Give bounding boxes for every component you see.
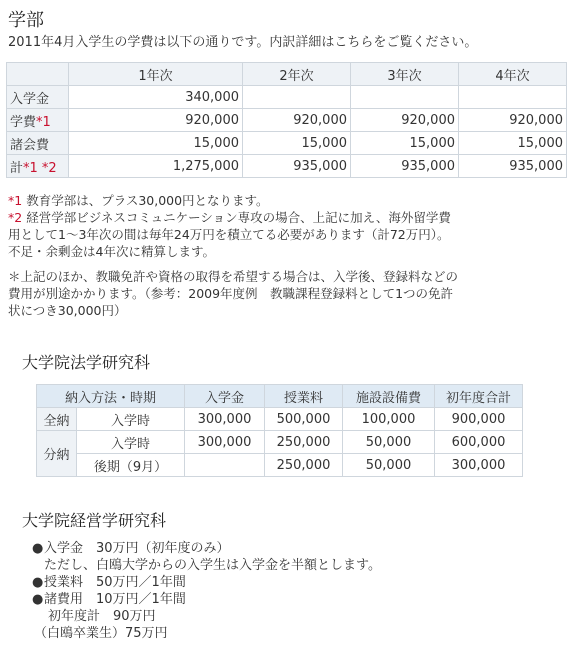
bullet-icon: ● [32, 592, 44, 607]
timing-cell: 入学時 [77, 431, 185, 454]
cell: 340,000 [69, 86, 243, 109]
law-fee-table [36, 384, 523, 477]
cell [351, 86, 459, 109]
cell: 500,000 [265, 408, 343, 431]
cell: 920,000 [243, 109, 351, 132]
undergrad-fee-table [6, 62, 567, 178]
table-row [7, 132, 567, 155]
cell [243, 86, 351, 109]
bullet-icon: ● [32, 575, 44, 590]
page-title: 学部 [8, 10, 44, 31]
header-cell: 4年次 [459, 63, 567, 86]
row-label: 学費*1 [7, 109, 69, 132]
cell: 250,000 [265, 454, 343, 477]
list-item-total-alumni: （白鴎卒業生）75万円 [34, 626, 168, 641]
list-item: ●諸費用 10万円／1年間 [32, 592, 186, 607]
cell: 920,000 [351, 109, 459, 132]
fee-notes [8, 192, 564, 319]
table-row [37, 454, 523, 477]
note-1: *1 教育学部は、プラス30,000円となります。 [8, 193, 269, 208]
note-2: *2 経営学部ビジネスコミュニケーション専攻の場合、上記に加え、海外留学費 [8, 210, 451, 225]
note-3-line-2: 費用が別途かかります。（参考：2009年度例 教職課程登録料として1つの免許 [8, 286, 454, 301]
row-group-label: 分納 [37, 431, 77, 477]
cell: 300,000 [435, 454, 523, 477]
table-row [37, 431, 523, 454]
header-cell: 初年度合計 [435, 385, 523, 408]
timing-cell: 入学時 [77, 408, 185, 431]
row-group-label: 全納 [37, 408, 77, 431]
header-cell: 授業料 [265, 385, 343, 408]
cell: 1,275,000 [69, 155, 243, 178]
cell: 50,000 [343, 431, 435, 454]
header-cell: 施設設備費 [343, 385, 435, 408]
note-3-line-3: 状につき30,000円） [8, 303, 127, 318]
row-label: 入学金 [7, 86, 69, 109]
list-item-total: 初年度計 90万円 [48, 609, 156, 624]
timing-cell: 後期（9月） [77, 454, 185, 477]
cell: 15,000 [69, 132, 243, 155]
law-section-title: 大学院法学研究科 [22, 353, 151, 372]
header-cell: 3年次 [351, 63, 459, 86]
list-item-note: ただし、白鴎大学からの入学生は入学金を半額とします。 [44, 558, 381, 573]
note-2-line-3: 不足・余剰金は4年次に精算します。 [8, 244, 215, 259]
header-cell: 2年次 [243, 63, 351, 86]
list-item: ●授業料 50万円／1年間 [32, 575, 186, 590]
table-header-row [7, 63, 567, 86]
cell: 100,000 [343, 408, 435, 431]
note-2-line-2: 用として1～3年次の間は毎年24万円を積立てる必要があります（計72万円）。 [8, 227, 450, 242]
cell: 15,000 [243, 132, 351, 155]
bullet-icon: ● [32, 541, 44, 556]
cell: 935,000 [459, 155, 567, 178]
cell: 920,000 [459, 109, 567, 132]
cell [185, 454, 265, 477]
cell: 250,000 [265, 431, 343, 454]
cell: 15,000 [351, 132, 459, 155]
cell: 920,000 [69, 109, 243, 132]
cell: 50,000 [343, 454, 435, 477]
table-row [37, 408, 523, 431]
cell: 935,000 [243, 155, 351, 178]
cell: 900,000 [435, 408, 523, 431]
cell: 935,000 [351, 155, 459, 178]
table-row [7, 155, 567, 178]
cell [459, 86, 567, 109]
row-label: 諸会費 [7, 132, 69, 155]
table-row [7, 86, 567, 109]
header-cell: 入学金 [185, 385, 265, 408]
header-cell [7, 63, 69, 86]
table-row [7, 109, 567, 132]
business-section-title: 大学院経営学研究科 [22, 511, 167, 530]
row-label: 計*1 *2 [7, 155, 69, 178]
cell: 300,000 [185, 431, 265, 454]
header-cell: 納入方法・時期 [37, 385, 185, 408]
cell: 15,000 [459, 132, 567, 155]
table-header-row [37, 385, 523, 408]
intro-text: 2011年4月入学生の学費は以下の通りです。内訳詳細はこちらをご覧ください。 [8, 35, 478, 50]
header-cell: 1年次 [69, 63, 243, 86]
business-fee-list [32, 540, 381, 642]
cell: 600,000 [435, 431, 523, 454]
note-3: ＊上記のほか、教職免許や資格の取得を希望する場合は、入学後、登録料などの [8, 269, 459, 284]
list-item: ●入学金 30万円（初年度のみ） [32, 541, 230, 556]
cell: 300,000 [185, 408, 265, 431]
